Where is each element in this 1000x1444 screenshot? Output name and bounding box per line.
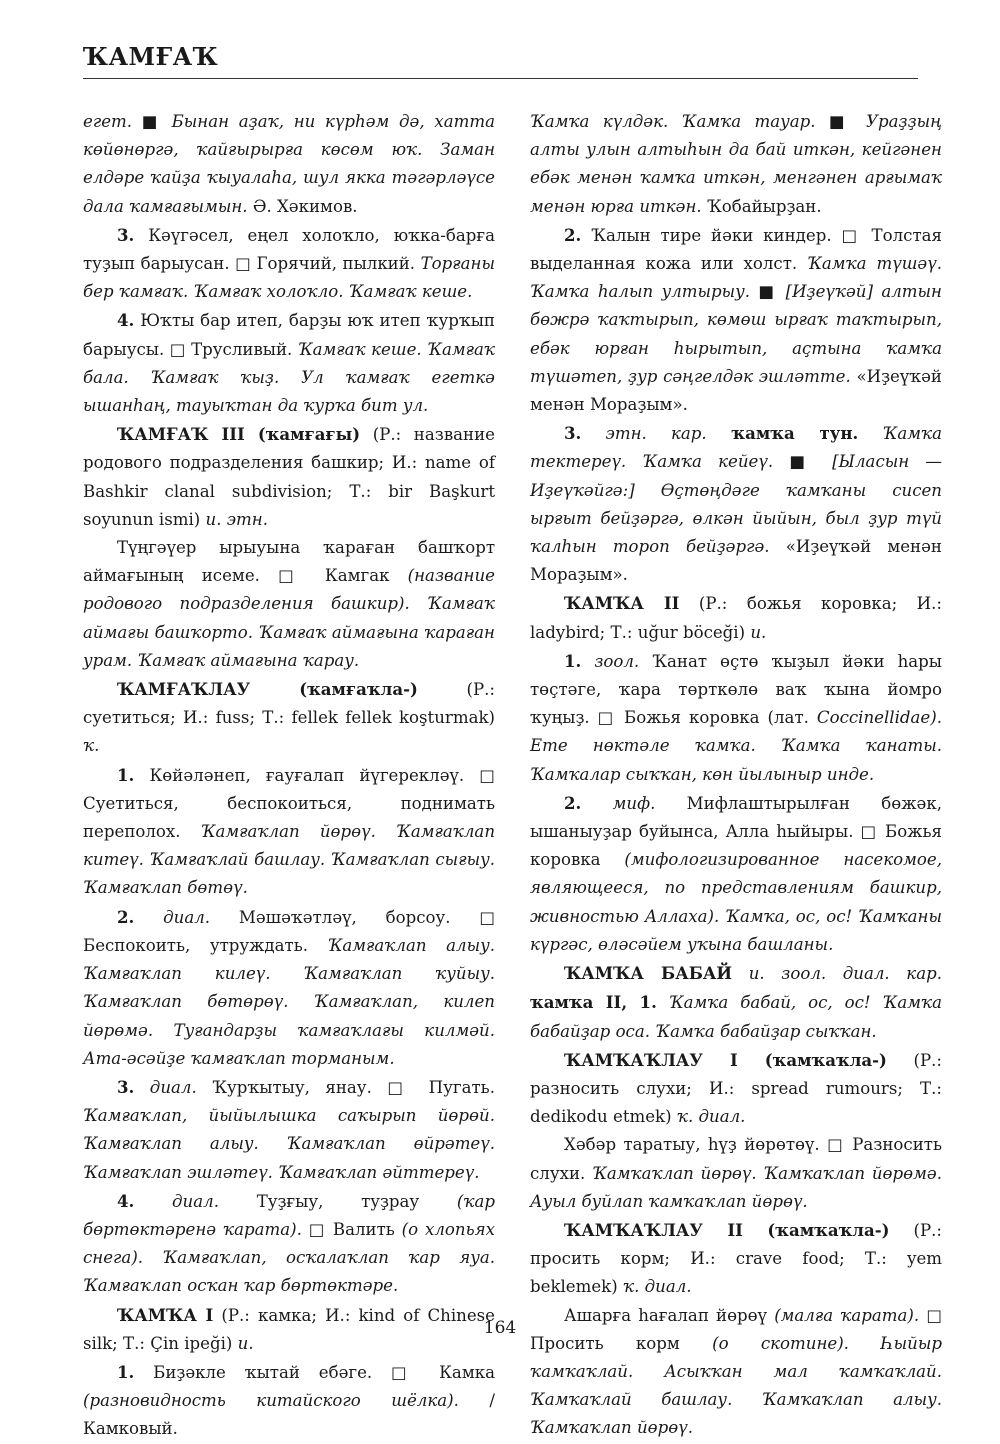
example-text: этн. кар.	[581, 424, 707, 444]
dictionary-paragraph	[530, 419, 942, 589]
definition-text: Юҡты бар итеп, барҙы юҡ итеп ҡурҡып барыусы. □ Трусливый.	[83, 311, 495, 359]
example-text: Ҡамҡаҡлап йөрөү. Ҡамҡаҡлап йөрөмә. Ауыл буйлап ҡамҡаҡлап йөрөү.	[530, 1163, 942, 1211]
headword-text: 2.	[117, 906, 135, 927]
definition-text: Туҙғыу, туҙрау	[218, 1191, 457, 1211]
page-header	[83, 42, 918, 72]
dictionary-paragraph	[530, 1216, 942, 1302]
headword-text: 3.	[117, 224, 135, 245]
dictionary-paragraph	[530, 789, 942, 959]
headword-text: ҠАМҒАҠЛАУ (ҡамғаҡла-)	[117, 679, 418, 700]
headword-text: 3.	[564, 423, 582, 444]
dictionary-paragraph	[83, 108, 495, 221]
definition-text: Мәшәҡәтләү, борсоу. □ Беспокоить, утруждать.	[83, 907, 495, 955]
example-text: Ҡамҡа тектереү. Ҡамҡа кейеү. ■ [Ыласын — Иҙеүҡәйгә:] Өҫтөңдәге ҡамҡаны сисеп ырғыт бейҙәргә, өлкән йыйын, был ҙур түй ҡалһын тороп бейҙәргә.	[530, 424, 942, 557]
dictionary-paragraph	[530, 589, 942, 646]
dictionary-paragraph	[530, 108, 942, 221]
example-text: (о хлопьях снега). Ҡамғаҡлап, осҡалаҡлап ҡар яуа. Ҡамғаҡлап осҡан ҡар бөртөктәре.	[83, 1219, 495, 1296]
dictionary-paragraph	[83, 675, 495, 761]
dictionary-paragraph	[83, 761, 495, 903]
definition-text: (Р.: название родового подразделения башкир; И.: name of Bashkir clanal subdivision; Т.: bir Başkurt soyunun ismi)	[83, 425, 495, 529]
dictionary-paragraph	[83, 1187, 495, 1301]
example-text: и.	[750, 622, 767, 642]
example-text: Ҡамғаҡлап йөрөү. Ҡамғаҡлап китеү. Ҡамғаҡлай башлау. Ҡамғаҡлап сығыу. Ҡамғаҡлап бөтөү.	[83, 822, 496, 898]
example-text: ҡ.	[83, 736, 100, 756]
example-text: ҡ. диал.	[622, 1277, 692, 1297]
example-text: ҡ. диал.	[676, 1107, 746, 1127]
example-text: Торғаны бер ҡамғаҡ. Ҡамғаҡ холоҡло. Ҡамғаҡ кеше.	[83, 254, 495, 302]
dictionary-paragraph	[530, 647, 942, 789]
example-text: и. этн.	[205, 509, 269, 529]
headword-text: 2.	[564, 792, 582, 813]
headword-text: ҠАМҠА II	[564, 593, 680, 614]
definition-text: «Иҙеүҡәй менән Мораҙым».	[530, 366, 942, 415]
example-text: (ҡар бөртөктәренә ҡарата).	[83, 1191, 495, 1239]
dictionary-paragraph	[530, 1046, 942, 1132]
example-text: Ҡамғаҡлап, йыйылышка саҡырып йөрөй. Ҡамғаҡлап алыу. Ҡамғаҡлап өйрәтеү. Ҡамғаҡлап эшләтеү. Ҡамғаҡлап әйттереү.	[83, 1106, 495, 1182]
definition-text: (Р.: божья коровка; И.: ladybird; Т.: uğur böceği)	[530, 594, 943, 642]
example-text: Ҡамғаҡлап алыу. Ҡамғаҡлап килеү. Ҡамғаҡлап ҡуйыу. Ҡамғаҡлап бөтөрөү. Ҡамғаҡлап, килеп йөрөмә. Туғандарҙы ҡамғаҡлағы килмәй. Ата-әсәйҙе ҡамғаҡлап торманым.	[83, 935, 495, 1068]
header-rule	[83, 78, 918, 79]
right-column	[530, 108, 942, 1443]
headword-text: ҡамҡа II, 1.	[530, 992, 657, 1013]
example-text: диал.	[134, 1077, 197, 1097]
headword-text: 4.	[117, 1190, 135, 1211]
dictionary-paragraph	[83, 1358, 495, 1444]
example-text: зоол.	[581, 651, 640, 671]
dictionary-paragraph	[83, 306, 495, 420]
example-text: и.	[237, 1333, 254, 1353]
example-text: диал.	[134, 1191, 219, 1211]
example-text: (малға ҡарата).	[774, 1305, 920, 1325]
headword-text: ҠАМҠАҠЛАУ I (ҡамҡаҡла-)	[564, 1049, 887, 1070]
headword-text: ҠАМҒАҠ III (ҡамғағы)	[117, 424, 361, 445]
definition-text: Ҡалын тире йәки киндер. □ Толстая выделанная кожа или холст.	[530, 225, 942, 274]
page-number: 164	[483, 1318, 517, 1338]
dictionary-paragraph	[83, 420, 495, 534]
definition-text: Ә. Хәкимов.	[247, 196, 358, 216]
definition-text: (Р.: камка; И.: kind of Chinese silk; Т.: Çin ipeği)	[83, 1305, 495, 1353]
dictionary-paragraph	[530, 959, 942, 1046]
dictionary-paragraph	[83, 221, 495, 307]
running-head-title: ҠАМҒАҠ	[83, 42, 219, 71]
definition-text: (Р.: разносить слухи; И.: spread rumours; Т.: dedikodu etmek)	[530, 1050, 943, 1127]
example-text: Ҡамҡа түшәү. Ҡамҡа һалып ултырыу. ■ [Иҙеүҡәй] алтын бөжрә ҡаҡтырып, көмөш ырғаҡ таҡтырып, ебәк юрған һырытып, аҫтына ҡамҡа түшәтеп, ҙур сәңгелдәк эшләтте.	[530, 254, 942, 386]
dictionary-paragraph	[530, 221, 942, 419]
definition-text: (Р.: суетиться; И.: fuss; Т.: fellek fellek koşturmak)	[83, 680, 495, 728]
example-text: миф.	[581, 793, 656, 813]
definition-text: «Иҙеүҡәй менән Мораҙым».	[530, 537, 942, 585]
example-text: (о скотине). Һыйыр ҡамҡаҡлай. Асыҡҡан мал ҡамҡаҡлай. Ҡамҡаҡлай башлау. Ҡамҡаҡлап алыу. Ҡамҡаҡлап йөрөү.	[530, 1333, 942, 1438]
headword-text: ҡамҡа тун.	[706, 423, 859, 444]
example-text: (мифологизированное насекомое, являющееся, по представлениям башкир, живностью Аллаха). Ҡамҡа, ос, ос! Ҡамҡаны күргәс, өләсәйем уҡына башланы.	[530, 850, 942, 954]
dictionary-paragraph	[83, 534, 495, 675]
left-column	[83, 108, 495, 1444]
definition-text: Түңгәүер ырыуына ҡараған башҡорт аймағының исеме. □ Камгак	[83, 538, 495, 586]
dictionary-paragraph	[530, 1131, 942, 1216]
dictionary-paragraph	[83, 903, 495, 1073]
definition-text: (Р.: просить корм; И.: crave food; Т.: yem beklemek)	[530, 1220, 942, 1297]
headword-text: ҠАМҠАҠЛАУ II (ҡамҡаҡла-)	[564, 1219, 890, 1240]
definition-text: □ Просить корм	[530, 1305, 942, 1353]
dictionary-paragraph	[83, 1073, 495, 1187]
definition-text: Ашарға һағалап йөрөү	[564, 1305, 775, 1325]
example-text: (название родового подразделения башкир). Ҡамғаҡ аймағы башҡорто. Ҡамғаҡ аймағына ҡараған урам. Ҡамғаҡ аймағына ҡарау.	[83, 566, 495, 670]
definition-text: Мифлаштырылған бөжәк, ышаныуҙар буйынса, Алла һыйыры. □ Божья коровка	[530, 793, 942, 870]
definition-text: Ҡобайырҙан.	[701, 196, 822, 216]
headword-text: 1.	[117, 1361, 135, 1382]
headword-text: 3.	[117, 1076, 135, 1097]
definition-text: Ҡурҡытыу, янау. □ Пугать.	[196, 1077, 495, 1097]
definition-text: / Камковый.	[83, 1391, 495, 1439]
definition-text: □ Валить	[301, 1219, 402, 1239]
example-text: и. зоол. диал. кар.	[732, 964, 942, 984]
example-text: диал.	[134, 907, 211, 927]
headword-text: 2.	[564, 224, 582, 245]
example-text: Ҡамҡа күлдәк. Ҡамҡа тауар. ■ Ураҙҙың алты улын алтыһын да бай иткән, кейгәнен ебәк менән ҡамҡа иткән, менгәнен арғымаҡ менән юрға иткән.	[530, 112, 942, 216]
definition-text: Хәбәр таратыу, һүҙ йөрөтөү. □ Разносить слухи.	[530, 1135, 942, 1183]
headword-text: 1.	[117, 764, 135, 785]
definition-text: Биҙәкле ҡытай ебәге. □ Камка	[134, 1362, 495, 1382]
definition-text: Көйәләнеп, ғауғалап йүгерекләү. □ Суетиться, беспокоиться, поднимать переполох.	[83, 765, 495, 842]
example-text: Ҡамғаҡ кеше. Ҡамғаҡ бала. Ҡамғаҡ ҡыҙ. Ул ҡамғаҡ егеткә ышанһаң, тауыҡтан да ҡурҡа бит ул.	[83, 339, 495, 416]
definition-text: Кәүгәсел, еңел холоҡло, юҡка-барға туҙып барыусан. □ Горячий, пылкий.	[83, 225, 495, 274]
headword-text: 4.	[117, 310, 135, 331]
example-text: Coccinellidae). Ете нөктәле ҡамҡа. Ҡамҡа ҡанаты. Ҡамҡалар сыҡҡан, көн йылыныр инде.	[530, 708, 942, 784]
headword-text: ҠАМҠА I	[117, 1304, 214, 1325]
example-text: (разновидность китайского шёлка).	[83, 1391, 459, 1411]
headword-text: 1.	[564, 650, 582, 671]
example-text: Ҡамҡа бабай, ос, ос! Ҡамҡа бабайҙар оса. Ҡамҡа бабайҙар сыҡҡан.	[530, 993, 942, 1041]
headword-text: ҠАМҠА БАБАЙ	[564, 963, 733, 984]
definition-text: Ҡанат өҫтө ҡыҙыл йәки һары төҫтәге, ҡара төрткөлө ваҡ ҡына йомро ҡуңыҙ. □ Божья коровка (лат.	[530, 651, 942, 728]
example-text: егет. ■ Бынан аҙаҡ, ни күрһәм дә, хатта көйөнөргә, ҡайғырырға көсөм юҡ. Заман елдәре ҡайҙа ҡыуалаһа, шул якка тәгәрләүсе дала ҡамғағымын.	[83, 112, 495, 216]
